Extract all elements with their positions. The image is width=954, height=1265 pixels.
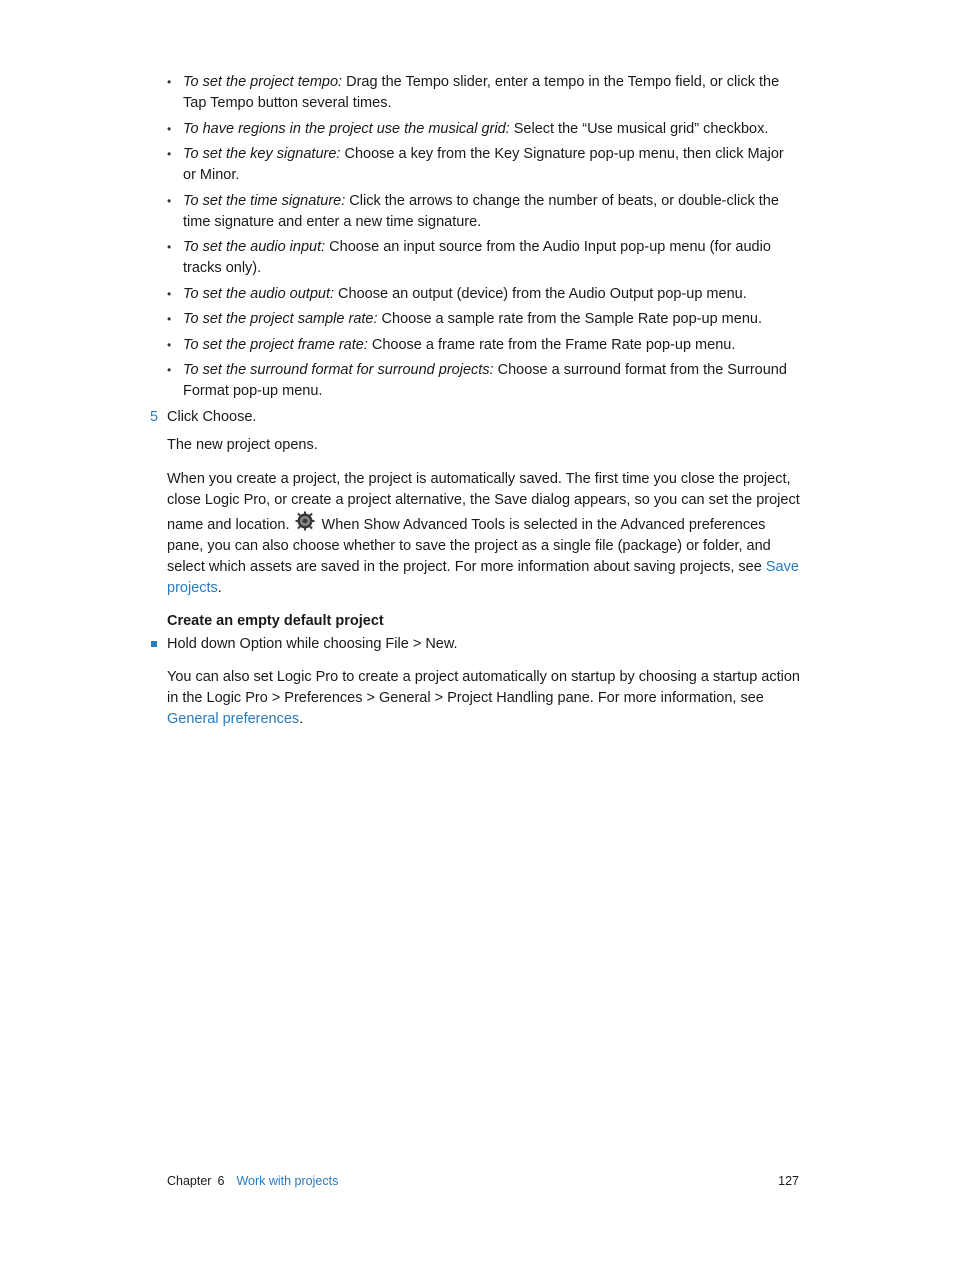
step-number: 5 <box>150 408 159 425</box>
page-footer <box>167 1173 799 1189</box>
advanced-tools-gear-icon <box>294 511 316 531</box>
bullet-glyph: • <box>167 312 172 326</box>
page-content <box>150 72 800 730</box>
page-number: 127 <box>778 1174 799 1188</box>
task-list-item: Hold down Option while choosing File > New. <box>150 634 800 655</box>
bullet-glyph: • <box>167 286 172 301</box>
bullet-glyph: • <box>167 193 172 208</box>
save-paragraph: When you create a project, the project is automatically saved. The first time you close the project, close Logic Pro, or create a project alternative, the Save dialog appears, so you can set the project name and location. When Show Advanced Tools is selected in the Advanced preferences pane, you can also choose whether to save the project as a single file (package) or folder, and select which assets are saved in the project. For more information about saving projects, see Save projects. <box>167 470 800 596</box>
save-projects-link[interactable]: Save projects <box>167 558 799 596</box>
list-item: • To set the time signature: Click the arrows to change the number of beats, or double-click the time signature and enter a new time signature. <box>167 192 779 230</box>
startup-paragraph: You can also set Logic Pro to create a project automatically on startup by choosing a startup action in the Logic Pro > Preferences > General > Project Handling pane. For more information, see General preferences. <box>167 668 801 727</box>
list-item: • To set the key signature: Choose a key from the Key Signature pop-up menu, then click Major or Minor. <box>167 146 784 183</box>
list-item: • To set the project frame rate: Choose a frame rate from the Frame Rate pop-up menu. <box>167 335 800 356</box>
list-item: • To set the audio output: Choose an output (device) from the Audio Output pop-up menu. <box>167 284 800 305</box>
step-text: Click Choose. <box>167 408 257 425</box>
list-item: • To set the audio input: Choose an input source from the Audio Input pop-up menu (for audio tracks only). <box>167 239 771 276</box>
new-project-paragraph: The new project opens. <box>167 436 318 453</box>
chapter-number: 6 <box>217 1174 225 1188</box>
bullet-glyph: • <box>167 75 172 89</box>
list-item: • To have regions in the project use the musical grid: Select the “Use musical grid” checkbox. <box>167 119 800 140</box>
list-item: • To set the project sample rate: Choose a sample rate from the Sample Rate pop-up menu. <box>167 309 800 330</box>
section-heading: Create an empty default project <box>167 612 384 629</box>
bullet-glyph: • <box>167 240 172 254</box>
bullet-glyph: • <box>167 121 172 136</box>
step-5 <box>150 407 800 428</box>
bullet-glyph: • <box>167 147 172 161</box>
bullet-glyph: • <box>167 337 172 352</box>
chapter-title-link[interactable]: Work with projects <box>236 1174 339 1188</box>
bullet-glyph: • <box>167 363 172 377</box>
square-bullet-icon <box>151 641 157 647</box>
general-preferences-link[interactable]: General preferences <box>167 710 300 727</box>
list-item: • To set the surround format for surround projects: Choose a surround format from the Surround Format pop-up menu. <box>167 362 787 399</box>
option-bullet-list <box>150 72 800 402</box>
list-item: • To set the project tempo: Drag the Tempo slider, enter a tempo in the Tempo field, or click the Tap Tempo button several times. <box>167 74 780 111</box>
chapter-label: Chapter <box>167 1174 212 1188</box>
